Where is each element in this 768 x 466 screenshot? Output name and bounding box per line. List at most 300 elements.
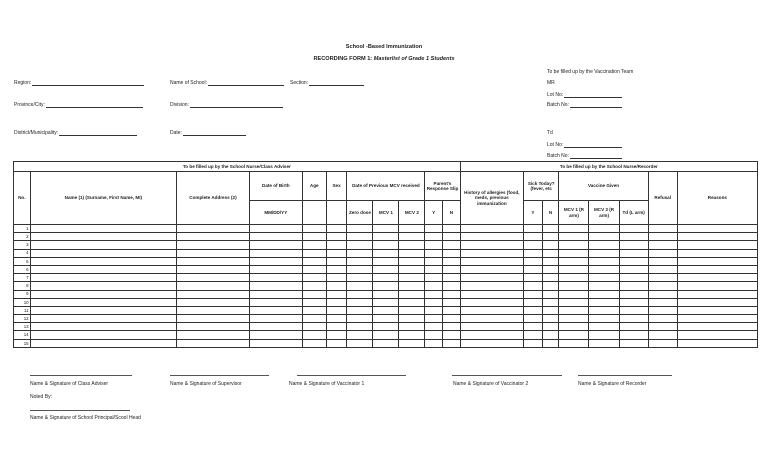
table-cell[interactable]: [177, 282, 250, 290]
table-cell[interactable]: [177, 323, 250, 331]
table-cell[interactable]: [443, 331, 461, 339]
table-cell[interactable]: [589, 339, 619, 347]
table-cell[interactable]: [524, 306, 543, 314]
table-cell[interactable]: [542, 241, 559, 249]
table-cell[interactable]: [559, 339, 589, 347]
table-cell[interactable]: [249, 290, 302, 298]
table-cell[interactable]: [326, 241, 347, 249]
table-cell[interactable]: [30, 282, 176, 290]
table-cell[interactable]: [399, 323, 425, 331]
table-cell[interactable]: [677, 290, 757, 298]
table-cell[interactable]: [559, 290, 589, 298]
table-cell[interactable]: [373, 339, 399, 347]
table-cell[interactable]: [559, 249, 589, 257]
table-cell[interactable]: [399, 265, 425, 273]
table-cell[interactable]: [302, 241, 326, 249]
table-cell[interactable]: [619, 225, 648, 233]
col-mcv1: MCV 1: [373, 201, 399, 225]
table-cell[interactable]: [249, 233, 302, 241]
table-cell[interactable]: [425, 315, 443, 323]
table-cell[interactable]: [589, 225, 619, 233]
table-cell[interactable]: [249, 249, 302, 257]
table-cell[interactable]: [30, 306, 176, 314]
table-cell[interactable]: [559, 298, 589, 306]
table-cell[interactable]: [373, 315, 399, 323]
recorder-signature-label: Name & Signature of Recorder: [578, 381, 647, 387]
table-cell[interactable]: [399, 290, 425, 298]
table-cell[interactable]: [347, 225, 373, 233]
table-cell[interactable]: [249, 306, 302, 314]
table-cell[interactable]: [648, 225, 677, 233]
table-cell[interactable]: [177, 241, 250, 249]
table-cell[interactable]: [619, 241, 648, 249]
table-cell[interactable]: [177, 233, 250, 241]
table-cell[interactable]: [677, 282, 757, 290]
table-cell[interactable]: [302, 298, 326, 306]
col-dob: Date of Birth: [249, 172, 302, 201]
table-cell[interactable]: [524, 331, 543, 339]
table-cell[interactable]: [326, 306, 347, 314]
table-cell[interactable]: [542, 298, 559, 306]
table-cell[interactable]: [559, 315, 589, 323]
table-cell[interactable]: [559, 323, 589, 331]
table-cell[interactable]: [524, 241, 543, 249]
table-cell[interactable]: [177, 331, 250, 339]
table-cell[interactable]: [542, 290, 559, 298]
table-cell[interactable]: [373, 331, 399, 339]
table-cell[interactable]: [559, 265, 589, 273]
table-cell[interactable]: [542, 265, 559, 273]
table-cell[interactable]: [347, 298, 373, 306]
table-cell[interactable]: [524, 290, 543, 298]
table-cell[interactable]: [347, 274, 373, 282]
school-field[interactable]: [170, 80, 284, 86]
table-cell[interactable]: [524, 323, 543, 331]
principal-signature-label: Name & Signature of School Principal/Scool Head: [30, 415, 141, 421]
table-cell[interactable]: [559, 306, 589, 314]
table-cell[interactable]: [30, 225, 176, 233]
row-number: 6: [14, 265, 31, 273]
table-cell[interactable]: [373, 282, 399, 290]
table-cell[interactable]: [648, 339, 677, 347]
table-cell[interactable]: [559, 274, 589, 282]
table-cell[interactable]: [302, 225, 326, 233]
table-cell[interactable]: [589, 274, 619, 282]
table-cell[interactable]: [399, 249, 425, 257]
table-cell[interactable]: [619, 306, 648, 314]
date-field[interactable]: [170, 130, 246, 136]
recorder-signature-line[interactable]: [578, 375, 672, 376]
table-cell[interactable]: [619, 265, 648, 273]
table-cell[interactable]: [460, 249, 523, 257]
table-cell[interactable]: [443, 306, 461, 314]
table-cell[interactable]: [619, 315, 648, 323]
table-cell[interactable]: [460, 306, 523, 314]
table-cell[interactable]: [460, 331, 523, 339]
table-cell[interactable]: [589, 290, 619, 298]
table-cell[interactable]: [177, 274, 250, 282]
table-cell[interactable]: [425, 274, 443, 282]
table-cell[interactable]: [302, 315, 326, 323]
supervisor-signature-line[interactable]: [170, 375, 269, 376]
table-cell[interactable]: [524, 274, 543, 282]
table-cell[interactable]: [648, 241, 677, 249]
table-cell[interactable]: [425, 233, 443, 241]
table-cell[interactable]: [373, 257, 399, 265]
table-cell[interactable]: [677, 339, 757, 347]
table-cell[interactable]: [677, 225, 757, 233]
table-cell[interactable]: [425, 241, 443, 249]
table-cell[interactable]: [399, 257, 425, 265]
table-cell[interactable]: [425, 331, 443, 339]
table-cell[interactable]: [648, 233, 677, 241]
table-cell[interactable]: [347, 290, 373, 298]
table-cell[interactable]: [619, 274, 648, 282]
table-cell[interactable]: [559, 257, 589, 265]
table-cell[interactable]: [30, 241, 176, 249]
table-cell[interactable]: [524, 249, 543, 257]
table-cell[interactable]: [589, 241, 619, 249]
table-cell[interactable]: [373, 298, 399, 306]
table-cell[interactable]: [177, 257, 250, 265]
table-cell[interactable]: [460, 290, 523, 298]
table-cell[interactable]: [30, 315, 176, 323]
table-cell[interactable]: [249, 339, 302, 347]
table-cell[interactable]: [589, 315, 619, 323]
table-cell[interactable]: [589, 233, 619, 241]
table-cell[interactable]: [347, 233, 373, 241]
table-cell[interactable]: [302, 339, 326, 347]
table-cell[interactable]: [619, 249, 648, 257]
table-cell[interactable]: [677, 265, 757, 273]
table-cell[interactable]: [399, 225, 425, 233]
table-cell[interactable]: [619, 323, 648, 331]
table-cell[interactable]: [443, 249, 461, 257]
table-cell[interactable]: [399, 306, 425, 314]
table-cell[interactable]: [30, 298, 176, 306]
supervisor-signature-label: Name & Signature of Supervisor: [170, 381, 242, 387]
table-cell[interactable]: [677, 331, 757, 339]
table-cell[interactable]: [425, 265, 443, 273]
table-cell[interactable]: [677, 233, 757, 241]
table-row: [14, 233, 758, 241]
table-cell[interactable]: [524, 225, 543, 233]
col-name: Name (1) (Surname, First Name, MI): [30, 172, 176, 225]
table-cell[interactable]: [619, 331, 648, 339]
table-cell[interactable]: [302, 257, 326, 265]
table-cell[interactable]: [425, 290, 443, 298]
table-cell[interactable]: [347, 241, 373, 249]
table-cell[interactable]: [619, 233, 648, 241]
table-cell[interactable]: [619, 290, 648, 298]
table-cell[interactable]: [249, 257, 302, 265]
table-cell[interactable]: [524, 257, 543, 265]
table-cell[interactable]: [425, 249, 443, 257]
table-cell[interactable]: [373, 306, 399, 314]
table-cell[interactable]: [249, 323, 302, 331]
col-prev-mcv: Date of Previous MCV received: [347, 172, 425, 201]
table-cell[interactable]: [443, 265, 461, 273]
table-cell[interactable]: [648, 290, 677, 298]
table-cell[interactable]: [460, 233, 523, 241]
table-cell[interactable]: [677, 306, 757, 314]
table-cell[interactable]: [460, 323, 523, 331]
table-cell[interactable]: [524, 282, 543, 290]
table-cell[interactable]: [326, 282, 347, 290]
table-cell[interactable]: [443, 315, 461, 323]
table-cell[interactable]: [326, 233, 347, 241]
table-cell[interactable]: [460, 241, 523, 249]
table-cell[interactable]: [589, 306, 619, 314]
table-cell[interactable]: [347, 282, 373, 290]
table-cell[interactable]: [460, 265, 523, 273]
table-cell[interactable]: [648, 306, 677, 314]
table-cell[interactable]: [177, 290, 250, 298]
table-cell[interactable]: [524, 233, 543, 241]
table-cell[interactable]: [177, 315, 250, 323]
section-field[interactable]: [290, 80, 364, 86]
table-cell[interactable]: [648, 315, 677, 323]
table-cell[interactable]: [524, 265, 543, 273]
table-cell[interactable]: [302, 306, 326, 314]
table-cell[interactable]: [589, 331, 619, 339]
mr-lot-field[interactable]: [547, 92, 622, 98]
table-cell[interactable]: [347, 257, 373, 265]
table-cell[interactable]: [347, 265, 373, 273]
table-cell[interactable]: [648, 265, 677, 273]
table-cell[interactable]: [326, 331, 347, 339]
table-cell[interactable]: [249, 225, 302, 233]
table-cell[interactable]: [559, 233, 589, 241]
table-cell[interactable]: [524, 298, 543, 306]
table-cell[interactable]: [399, 298, 425, 306]
table-cell[interactable]: [177, 249, 250, 257]
table-cell[interactable]: [589, 282, 619, 290]
table-cell[interactable]: [177, 225, 250, 233]
table-cell[interactable]: [177, 306, 250, 314]
table-cell[interactable]: [542, 315, 559, 323]
table-cell[interactable]: [347, 306, 373, 314]
table-cell[interactable]: [542, 274, 559, 282]
table-cell[interactable]: [443, 225, 461, 233]
table-cell[interactable]: [648, 282, 677, 290]
table-cell[interactable]: [648, 249, 677, 257]
table-cell[interactable]: [542, 323, 559, 331]
table-cell[interactable]: [347, 249, 373, 257]
table-cell[interactable]: [443, 233, 461, 241]
table-cell[interactable]: [30, 323, 176, 331]
table-cell[interactable]: [677, 241, 757, 249]
table-cell[interactable]: [425, 282, 443, 290]
principal-signature-line[interactable]: [30, 410, 130, 411]
table-cell[interactable]: [677, 249, 757, 257]
table-cell[interactable]: [559, 331, 589, 339]
table-cell[interactable]: [648, 257, 677, 265]
table-cell[interactable]: [326, 339, 347, 347]
table-cell[interactable]: [373, 290, 399, 298]
table-cell[interactable]: [373, 233, 399, 241]
table-cell[interactable]: [559, 282, 589, 290]
division-field[interactable]: [170, 102, 283, 108]
table-cell[interactable]: [302, 233, 326, 241]
table-cell[interactable]: [249, 331, 302, 339]
table-cell[interactable]: [249, 265, 302, 273]
table-cell[interactable]: [347, 323, 373, 331]
table-cell[interactable]: [443, 298, 461, 306]
table-cell[interactable]: [677, 323, 757, 331]
table-cell[interactable]: [302, 274, 326, 282]
table-cell[interactable]: [399, 233, 425, 241]
region-field[interactable]: [14, 80, 144, 86]
table-cell[interactable]: [302, 282, 326, 290]
table-cell[interactable]: [302, 290, 326, 298]
table-cell[interactable]: [425, 306, 443, 314]
table-cell[interactable]: [648, 298, 677, 306]
district-field[interactable]: [14, 130, 137, 136]
table-cell[interactable]: [425, 339, 443, 347]
table-cell[interactable]: [30, 331, 176, 339]
table-cell[interactable]: [542, 249, 559, 257]
table-cell[interactable]: [460, 315, 523, 323]
table-cell[interactable]: [373, 225, 399, 233]
table-cell[interactable]: [302, 331, 326, 339]
table-cell[interactable]: [326, 298, 347, 306]
col-parents-slip: Parent's Response Slip: [425, 172, 460, 201]
table-cell[interactable]: [177, 298, 250, 306]
table-cell[interactable]: [677, 257, 757, 265]
table-cell[interactable]: [619, 298, 648, 306]
table-cell[interactable]: [542, 257, 559, 265]
vaccinator1-signature-line[interactable]: [297, 375, 406, 376]
table-cell[interactable]: [589, 323, 619, 331]
table-cell[interactable]: [373, 323, 399, 331]
table-cell[interactable]: [460, 225, 523, 233]
table-cell[interactable]: [542, 282, 559, 290]
table-cell[interactable]: [249, 298, 302, 306]
table-cell[interactable]: [677, 274, 757, 282]
table-cell[interactable]: [30, 265, 176, 273]
province-field[interactable]: [14, 102, 143, 108]
table-cell[interactable]: [460, 257, 523, 265]
table-cell[interactable]: [326, 249, 347, 257]
mr-batch-field[interactable]: [547, 102, 622, 108]
table-cell[interactable]: [677, 298, 757, 306]
td-lot-field[interactable]: [547, 142, 622, 148]
td-batch-field[interactable]: [547, 153, 622, 159]
col-td-arm: Td (L arm): [619, 201, 648, 225]
table-cell[interactable]: [326, 315, 347, 323]
table-cell[interactable]: [373, 265, 399, 273]
table-cell[interactable]: [460, 339, 523, 347]
table-cell[interactable]: [542, 225, 559, 233]
table-cell[interactable]: [326, 257, 347, 265]
table-cell[interactable]: [559, 225, 589, 233]
table-cell[interactable]: [619, 282, 648, 290]
table-cell[interactable]: [30, 233, 176, 241]
table-cell[interactable]: [648, 323, 677, 331]
table-cell[interactable]: [30, 249, 176, 257]
table-cell[interactable]: [648, 331, 677, 339]
table-cell[interactable]: [302, 265, 326, 273]
table-cell[interactable]: [347, 315, 373, 323]
table-cell[interactable]: [443, 257, 461, 265]
table-cell[interactable]: [302, 323, 326, 331]
table-cell[interactable]: [648, 274, 677, 282]
table-cell[interactable]: [589, 249, 619, 257]
table-cell[interactable]: [326, 323, 347, 331]
table-cell[interactable]: [443, 339, 461, 347]
table-cell[interactable]: [677, 315, 757, 323]
table-cell[interactable]: [249, 241, 302, 249]
table-cell[interactable]: [443, 323, 461, 331]
table-cell[interactable]: [373, 241, 399, 249]
table-cell[interactable]: [326, 225, 347, 233]
table-cell[interactable]: [347, 339, 373, 347]
table-cell[interactable]: [542, 339, 559, 347]
table-cell[interactable]: [30, 274, 176, 282]
table-cell[interactable]: [249, 282, 302, 290]
table-cell[interactable]: [589, 265, 619, 273]
table-cell[interactable]: [249, 315, 302, 323]
table-cell[interactable]: [30, 257, 176, 265]
table-cell[interactable]: [443, 282, 461, 290]
table-cell[interactable]: [443, 290, 461, 298]
table-cell[interactable]: [177, 339, 250, 347]
table-cell[interactable]: [373, 249, 399, 257]
table-cell[interactable]: [249, 274, 302, 282]
table-cell[interactable]: [443, 241, 461, 249]
table-cell[interactable]: [425, 225, 443, 233]
table-cell[interactable]: [524, 339, 543, 347]
table-cell[interactable]: [542, 233, 559, 241]
table-cell[interactable]: [326, 265, 347, 273]
table-cell[interactable]: [399, 274, 425, 282]
table-cell[interactable]: [460, 282, 523, 290]
table-cell[interactable]: [399, 331, 425, 339]
table-cell[interactable]: [399, 282, 425, 290]
table-cell[interactable]: [399, 241, 425, 249]
table-cell[interactable]: [30, 290, 176, 298]
table-cell[interactable]: [559, 241, 589, 249]
table-cell[interactable]: [524, 315, 543, 323]
table-cell[interactable]: [399, 315, 425, 323]
table-cell[interactable]: [399, 339, 425, 347]
table-cell[interactable]: [30, 339, 176, 347]
table-cell[interactable]: [589, 257, 619, 265]
table-cell[interactable]: [347, 331, 373, 339]
table-cell[interactable]: [619, 257, 648, 265]
table-cell[interactable]: [460, 298, 523, 306]
table-cell[interactable]: [177, 265, 250, 273]
adviser-signature-label: Name & Signature of Class Adviser: [30, 381, 109, 387]
vaccinator2-signature-line[interactable]: [452, 375, 562, 376]
table-cell[interactable]: [542, 331, 559, 339]
table-cell[interactable]: [460, 274, 523, 282]
table-cell[interactable]: [425, 257, 443, 265]
table-cell[interactable]: [589, 298, 619, 306]
table-cell[interactable]: [326, 290, 347, 298]
table-cell[interactable]: [373, 274, 399, 282]
table-cell[interactable]: [443, 274, 461, 282]
table-cell[interactable]: [425, 298, 443, 306]
table-cell[interactable]: [542, 306, 559, 314]
adviser-signature-line[interactable]: [30, 375, 132, 376]
table-cell[interactable]: [326, 274, 347, 282]
table-cell[interactable]: [619, 339, 648, 347]
table-cell[interactable]: [302, 249, 326, 257]
form-subtitle: [0, 56, 768, 62]
table-cell[interactable]: [425, 323, 443, 331]
